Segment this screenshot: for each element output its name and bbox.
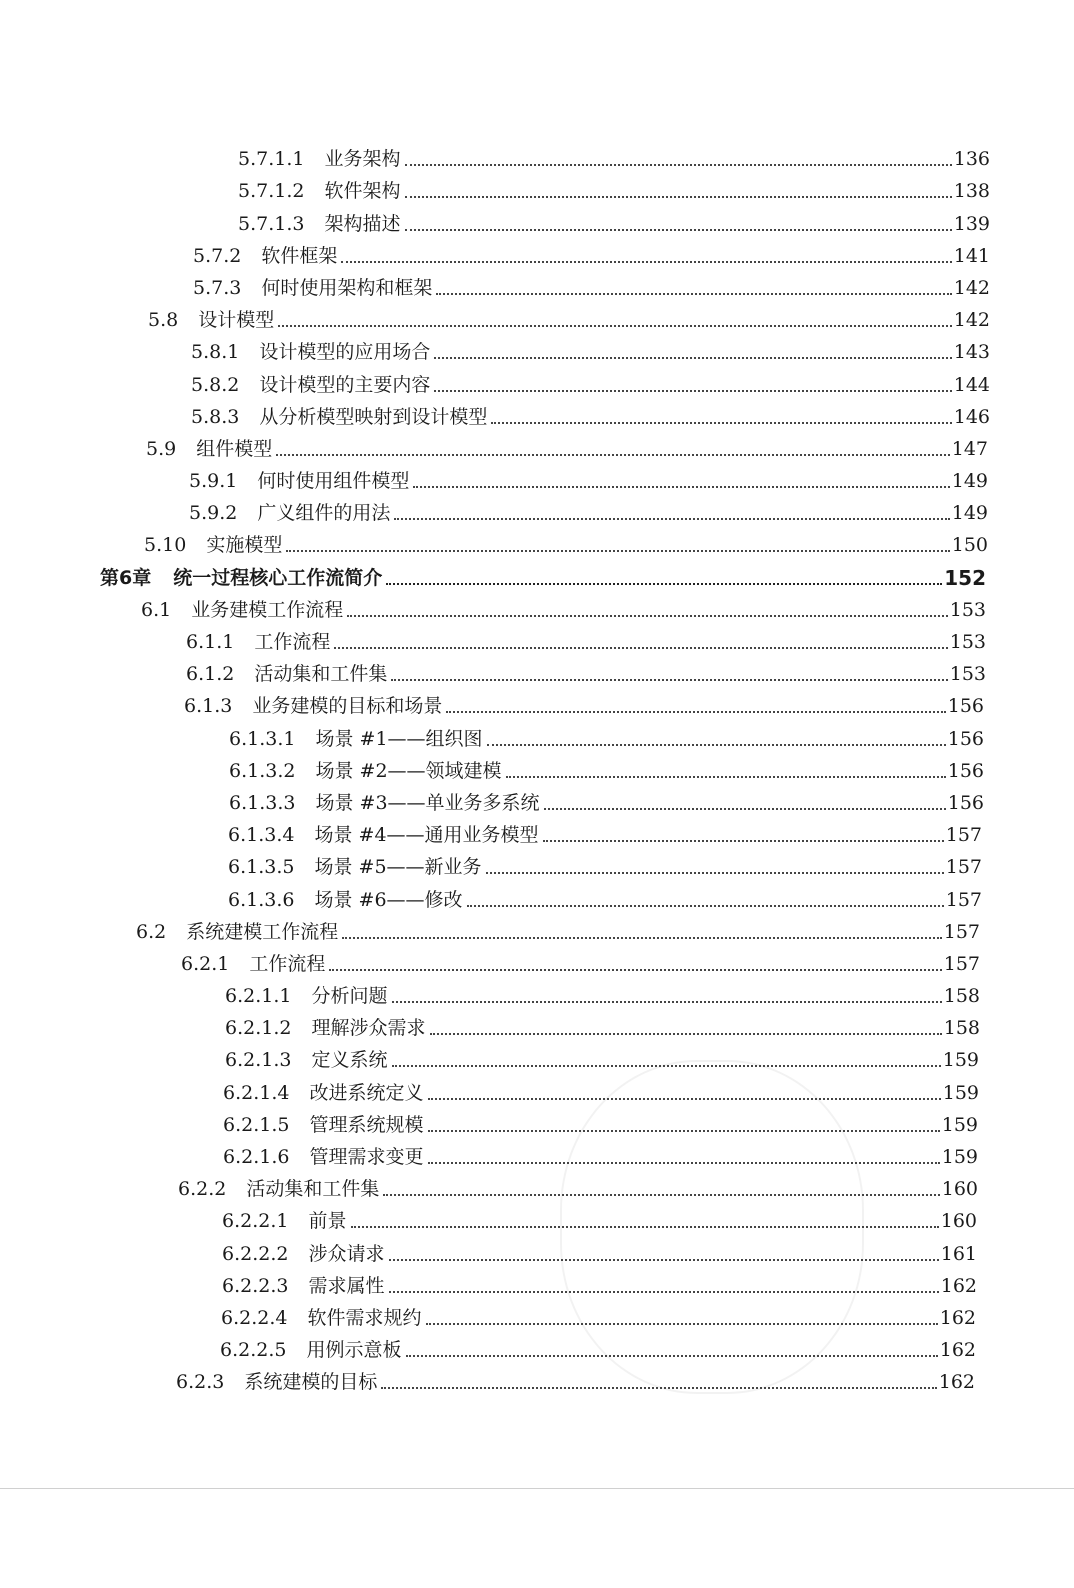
toc-leader-dots: [487, 744, 946, 746]
toc-entry-title: 实施模型: [206, 534, 283, 557]
toc-entry-page-number: 156: [947, 759, 984, 782]
toc-entry-page-number: 139: [953, 212, 990, 235]
toc-leader-dots: [389, 1291, 939, 1293]
toc-entry-number: 5.8.3: [191, 405, 240, 428]
toc-leader-dots: [467, 905, 944, 907]
toc-entry-page-number: 159: [941, 1113, 978, 1136]
toc-entry-title: 设计模型: [198, 309, 275, 332]
toc-entry-page-number: 153: [949, 631, 986, 653]
toc-entry-title: 需求属性: [308, 1274, 385, 1297]
toc-entry-page-number: 160: [940, 1210, 977, 1233]
toc-entry-number: 6.1.3: [184, 695, 233, 718]
toc-entry-title: 理解涉众需求: [311, 1017, 426, 1040]
toc-entry-page-number: 153: [949, 663, 986, 686]
toc-entry-title: 设计模型的应用场合: [259, 341, 431, 364]
toc-entry: [0, 1204, 977, 1236]
toc-entry-page-number: 149: [951, 470, 988, 493]
toc-leader-dots: [278, 325, 952, 327]
toc-entry-title: 用例示意板: [306, 1339, 402, 1362]
toc-entry-page-number: 141: [953, 244, 990, 267]
toc-entry: [0, 400, 990, 432]
toc-entry: [0, 1172, 978, 1204]
toc-entry-title: 分析问题: [311, 985, 388, 1008]
toc-leader-dots: [341, 261, 951, 263]
toc-entry-page-number: 144: [953, 373, 990, 396]
toc-entry-page-number: 158: [943, 985, 980, 1008]
toc-entry-number: 6.1.3.3: [229, 791, 296, 814]
toc-entry: [0, 850, 982, 882]
toc-entry-number: 6.2.2.3: [222, 1274, 289, 1297]
toc-leader-dots: [392, 1065, 941, 1067]
toc-entry: [0, 754, 984, 786]
toc-leader-dots: [342, 937, 942, 939]
toc-entry-page-number: 150: [951, 534, 988, 557]
toc-leader-dots: [405, 229, 952, 231]
toc-entry-number: 5.9.2: [189, 502, 238, 525]
toc-entry-number: 6.2.1.4: [223, 1081, 290, 1104]
toc-entry-page-number: 142: [953, 276, 990, 299]
toc-entry-page-number: 143: [953, 341, 990, 364]
toc-entry-number: 5.7.1.2: [238, 180, 305, 203]
toc-entry-title: 业务建模工作流程: [191, 598, 344, 621]
toc-entry-title: 前景: [308, 1210, 347, 1233]
toc-leader-dots: [329, 969, 941, 971]
toc-leader-dots: [491, 422, 951, 424]
toc-leader-dots: [428, 1130, 940, 1132]
toc-entry: [0, 1365, 975, 1397]
toc-entry: [0, 1011, 980, 1043]
toc-leader-dots: [347, 615, 948, 617]
toc-entry: [0, 528, 988, 560]
toc-entry-page-number: 157: [945, 856, 982, 879]
toc-entry-page-number: 162: [939, 1306, 976, 1329]
toc-entry-page-number: 156: [947, 695, 984, 718]
toc-entry: [0, 1333, 976, 1365]
toc-entry-number: 5.7.2: [193, 244, 242, 267]
toc-entry: [0, 657, 986, 689]
toc-entry: [0, 303, 990, 335]
toc-entry-number: 6.2.1.6: [223, 1146, 290, 1168]
toc-entry: [0, 174, 990, 206]
toc-entry-number: 6.2.1.1: [225, 985, 292, 1008]
toc-entry-number: 6.2.2.5: [220, 1339, 287, 1362]
toc-entry-number: 6.1.3.4: [228, 824, 295, 847]
toc-entry-title: 涉众请求: [308, 1242, 385, 1265]
toc-entry-number: 6.2.1.5: [223, 1113, 290, 1136]
toc-leader-dots: [543, 840, 944, 842]
toc-entry-number: 6.1.3.1: [229, 727, 296, 750]
toc-entry-title: 场景 #2——领域建模: [315, 759, 502, 782]
toc-entry: [0, 239, 990, 271]
toc-entry-title: 场景 #1——组织图: [315, 727, 483, 750]
toc-entry-page-number: 152: [944, 565, 986, 590]
toc-entry: [0, 142, 990, 174]
toc-entry-title: 工作流程: [254, 631, 331, 653]
toc-entry-number: 6.1.2: [186, 663, 235, 686]
toc-entry-number: 5.8.1: [191, 341, 240, 364]
toc-entry: [0, 432, 988, 464]
toc-entry: [0, 689, 984, 721]
toc-leader-dots: [383, 1194, 939, 1196]
toc-leader-dots: [506, 776, 946, 778]
toc-entry-number: 6.2.2.4: [221, 1306, 288, 1329]
toc-entry-page-number: 162: [938, 1371, 975, 1394]
toc-entry-number: 5.8.2: [191, 373, 240, 396]
toc-entry: [0, 1269, 977, 1301]
toc-entry: [0, 1236, 977, 1268]
toc-entry: [0, 882, 982, 914]
toc-entry-page-number: 142: [953, 309, 990, 332]
toc-entry-page-number: 147: [951, 437, 988, 460]
toc-leader-dots: [434, 390, 951, 392]
toc-entry: [0, 947, 980, 979]
page-bottom-rule: [0, 1488, 1074, 1489]
toc-entry-title: 活动集和工件集: [254, 663, 388, 686]
toc-entry: [0, 593, 986, 625]
toc-entry-title: 定义系统: [311, 1049, 388, 1072]
toc-entry-title: 活动集和工件集: [246, 1178, 380, 1201]
toc-entry-title: 改进系统定义: [309, 1081, 424, 1104]
toc-entry-title: 场景 #3——单业务多系统: [315, 791, 540, 814]
toc-entry: [0, 206, 990, 238]
toc-entry-title: 软件需求规约: [307, 1306, 422, 1329]
toc-leader-dots: [436, 293, 951, 295]
toc-entry-number: 5.7.3: [193, 276, 242, 299]
toc-entry-title: 架构描述: [324, 212, 401, 235]
toc-entry-title: 业务架构: [324, 148, 401, 171]
toc-entry-title: 软件架构: [324, 180, 401, 203]
toc-entry-number: 6.1.3.2: [229, 759, 296, 782]
toc-entry: [0, 1140, 978, 1172]
toc-leader-dots: [544, 808, 946, 810]
toc-entry: [0, 786, 984, 818]
toc-entry-title: 从分析模型映射到设计模型: [259, 405, 488, 428]
toc-entry: [0, 335, 990, 367]
toc-entry-number: 5.9.1: [189, 470, 238, 493]
toc-leader-dots: [405, 196, 952, 198]
toc-entry: [0, 1108, 978, 1140]
toc-leader-dots: [392, 1001, 942, 1003]
toc-entry-title: 广义组件的用法: [257, 502, 391, 525]
toc-entry-title: 软件框架: [261, 244, 338, 267]
toc-entry-number: 5.8: [148, 309, 179, 332]
toc-entry: [0, 1301, 976, 1333]
toc-entry-title: 何时使用组件模型: [257, 470, 410, 493]
toc-entry-title: 系统建模的目标: [244, 1371, 378, 1394]
toc-entry-number: 6.2.1.3: [225, 1049, 292, 1072]
toc-entry: [0, 979, 980, 1011]
toc-entry-title: 业务建模的目标和场景: [252, 695, 443, 718]
toc-entry-number: 6.2.1.2: [225, 1017, 292, 1040]
toc-entry-number: 5.9: [146, 437, 177, 460]
toc-entry-title: 管理需求变更: [309, 1146, 424, 1168]
toc-entry-page-number: 146: [953, 405, 990, 428]
toc-entry-title: 设计模型的主要内容: [259, 373, 431, 396]
toc-chapter-entry: [0, 560, 986, 592]
toc-entry: [0, 915, 980, 947]
toc-leader-dots: [406, 1355, 938, 1357]
toc-entry: [0, 271, 990, 303]
toc-leader-dots: [486, 872, 944, 874]
toc-entry: [0, 496, 988, 528]
toc-entry-page-number: 162: [940, 1274, 977, 1297]
toc-entry-number: 6.1.1: [186, 631, 235, 653]
toc-entry-number: 6.1: [141, 598, 172, 621]
toc-entry-page-number: 156: [947, 727, 984, 750]
toc-leader-dots: [386, 583, 942, 585]
toc-leader-dots: [389, 1259, 939, 1261]
toc-entry-page-number: 157: [945, 888, 982, 911]
toc-entry-number: 第6章: [100, 566, 152, 589]
toc-entry-page-number: 149: [951, 502, 988, 525]
toc-leader-dots: [426, 1323, 938, 1325]
toc-leader-dots: [405, 164, 952, 166]
toc-entry-page-number: 157: [943, 920, 980, 943]
toc-leader-dots: [334, 647, 947, 649]
toc-entry-title: 组件模型: [196, 437, 273, 460]
toc-leader-dots: [428, 1162, 940, 1164]
toc-entry-title: 场景 #4——通用业务模型: [314, 824, 539, 847]
toc-entry-number: 6.2.1: [181, 952, 230, 975]
toc-leader-dots: [286, 550, 949, 552]
toc-entry-page-number: 160: [941, 1178, 978, 1201]
toc-leader-dots: [446, 711, 945, 713]
toc-entry-page-number: 136: [953, 148, 990, 171]
toc-leader-dots: [430, 1033, 942, 1035]
toc-entry-number: 6.2.2: [178, 1178, 227, 1201]
toc-entry-number: 6.2.2.2: [222, 1242, 289, 1265]
toc-entry-number: 6.2.2.1: [222, 1210, 289, 1233]
toc-entry-page-number: 157: [943, 952, 980, 975]
toc-entry: [0, 1043, 979, 1075]
toc-entry: [0, 625, 986, 657]
toc-entry: [0, 464, 988, 496]
toc-entry-number: 6.2: [136, 920, 167, 943]
toc-entry-page-number: 159: [942, 1081, 979, 1104]
toc-entry-page-number: 161: [940, 1242, 977, 1265]
toc-entry-number: 5.7.1.1: [238, 148, 305, 171]
toc-entry-page-number: 159: [942, 1049, 979, 1072]
toc-entry: [0, 818, 982, 850]
toc-entry-number: 5.7.1.3: [238, 212, 305, 235]
toc-entry-title: 何时使用架构和框架: [261, 276, 433, 299]
toc-entry-title: 统一过程核心工作流简介: [173, 566, 383, 589]
toc-leader-dots: [434, 357, 951, 359]
toc-leader-dots: [381, 1387, 936, 1389]
toc-leader-dots: [394, 518, 949, 520]
toc-entry-title: 系统建模工作流程: [186, 920, 339, 943]
toc-entry-number: 6.1.3.6: [228, 888, 295, 911]
toc-entry-page-number: 156: [947, 791, 984, 814]
toc-leader-dots: [391, 679, 947, 681]
toc-entry-title: 场景 #6——修改: [314, 888, 463, 911]
toc-entry-number: 6.1.3.5: [228, 856, 295, 879]
toc-entry-page-number: 157: [945, 824, 982, 847]
toc-entry-title: 工作流程: [249, 952, 326, 975]
toc-entry-page-number: 138: [953, 180, 990, 203]
toc-entry-page-number: 158: [943, 1017, 980, 1040]
toc-entry: [0, 1075, 979, 1107]
table-of-contents: [0, 142, 1074, 1397]
toc-entry-page-number: 159: [941, 1146, 978, 1168]
toc-leader-dots: [276, 454, 950, 456]
toc-leader-dots: [351, 1226, 939, 1228]
toc-leader-dots: [428, 1098, 941, 1100]
toc-entry-title: 场景 #5——新业务: [314, 856, 482, 879]
toc-entry: [0, 367, 990, 399]
toc-entry-title: 管理系统规模: [309, 1113, 424, 1136]
toc-entry-page-number: 162: [939, 1339, 976, 1362]
toc-leader-dots: [413, 486, 949, 488]
toc-entry-number: 6.2.3: [176, 1371, 225, 1394]
toc-entry-page-number: 153: [949, 598, 986, 621]
toc-entry-number: 5.10: [144, 534, 187, 557]
toc-entry: [0, 721, 984, 753]
